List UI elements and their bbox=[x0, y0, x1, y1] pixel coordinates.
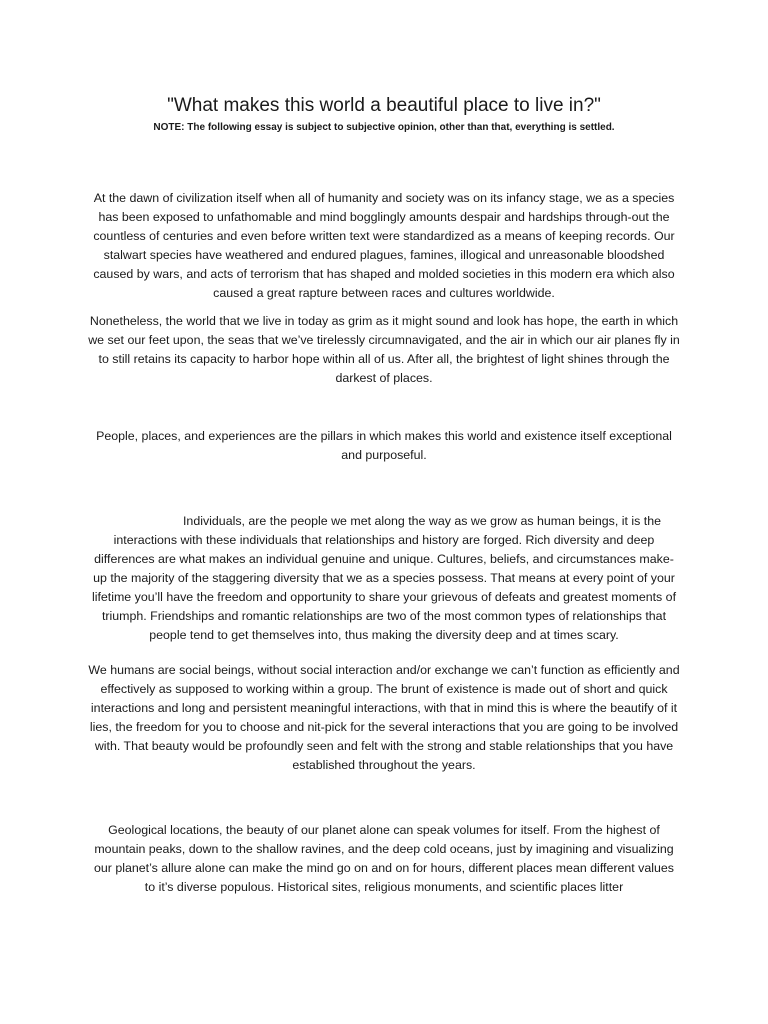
paragraph-hope: Nonetheless, the world that we live in today as grim as it might sound and look has hope, the earth in which we set our feet upon, the seas that we’ve tirelessly circumnavigated, and the air in which our air planes fly in to still retains its capacity to harbor hope within all of us. After all, the brightest of light shines through the darkest of places. bbox=[88, 314, 680, 385]
paragraph-individuals bbox=[88, 512, 680, 645]
essay-title: "What makes this world a beautiful place to live in?" bbox=[167, 95, 601, 116]
essay-note: NOTE: The following essay is subject to subjective opinion, other than that, everything is settled. bbox=[153, 122, 615, 133]
paragraph-intro: At the dawn of civilization itself when all of humanity and society was on its infancy stage, we as a species has been exposed to unfathomable and mind bogglingly amounts despair and hardships through-out the countless of centuries and even before written text were standardized as a means of keeping records. Our stalwart species have weathered and endured plagues, famines, illogical and unreasonable bloodshed caused by wars, and acts of terrorism that has shaped and molded societies in this modern era which also caused a great rapture between races and cultures worldwide. bbox=[93, 191, 675, 300]
paragraph-individuals-text: Individuals, are the people we met along the way as we grow as human beings, it is the interactions with these individuals that relationships and history are forged. Rich diversity and deep differences are what makes an individual genuine and unique. Cultures, beliefs, and circumstances make-up the majority of the staggering diversity that we as a species possess. That means at every point of your lifetime you’ll have the freedom and opportunity to share your grievous of defeats and greatest moments of triumph. Friendships and romantic relationships are two of the most common types of relationships that people tend to get themselves into, thus making the diversity deep and at times scary. bbox=[91, 514, 677, 642]
paragraph-social-beings: We humans are social beings, without social interaction and/or exchange we can’t function as efficiently and effectively as supposed to working within a group. The brunt of existence is made out of short and quick interactions and long and persistent meaningful interactions, with that in mind this is where the beautify of it lies, the freedom for you to choose and nit-pick for the several interactions that you are going to be involved with. That beauty would be profoundly seen and felt with the strong and stable relationships that you have established throughout the years. bbox=[88, 663, 680, 772]
paragraph-geological: Geological locations, the beauty of our planet alone can speak volumes for itself. From the highest of mountain peaks, down to the shallow ravines, and the deep cold oceans, just by imagining and visualizing our planet’s allure alone can make the mind go on and on for hours, different places mean different values to it’s diverse populous. Historical sites, religious monuments, and scientific places litter bbox=[94, 823, 674, 894]
paragraph-pillars: People, places, and experiences are the pillars in which makes this world and existence itself exceptional and purposeful. bbox=[96, 429, 672, 462]
